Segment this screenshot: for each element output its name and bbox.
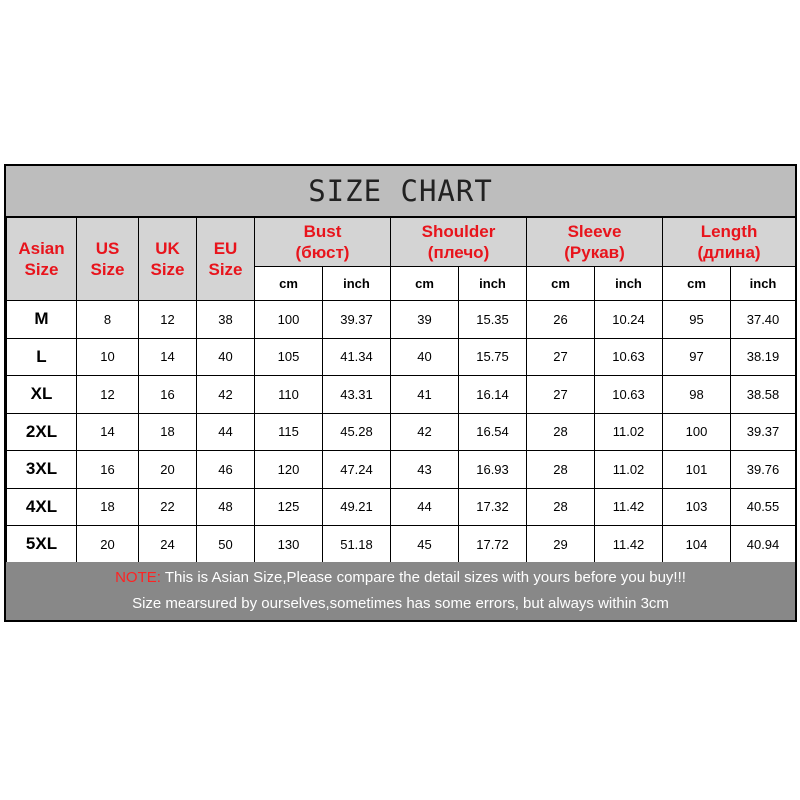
- value-cell: 40.55: [731, 488, 796, 526]
- value-cell: 42: [197, 376, 255, 414]
- value-cell: 51.18: [323, 526, 391, 564]
- value-cell: 26: [527, 301, 595, 339]
- size-cell: XL: [7, 376, 77, 414]
- table-row: [7, 526, 796, 564]
- note-text: This is Asian Size,Please compare the detail sizes with yours before you buy!!!: [160, 569, 686, 586]
- value-cell: 28: [527, 488, 595, 526]
- size-cell: M: [7, 301, 77, 339]
- value-cell: 48: [197, 488, 255, 526]
- value-cell: 11.42: [595, 488, 663, 526]
- value-cell: 98: [663, 376, 731, 414]
- header-shoulder: Shoulder (плечо): [391, 218, 527, 267]
- value-cell: 16.93: [459, 451, 527, 489]
- value-cell: 103: [663, 488, 731, 526]
- footer: [6, 562, 795, 620]
- value-cell: 11.02: [595, 451, 663, 489]
- value-cell: 39: [391, 301, 459, 339]
- value-cell: 15.35: [459, 301, 527, 339]
- size-cell: 3XL: [7, 451, 77, 489]
- value-cell: 115: [255, 413, 323, 451]
- value-cell: 39.37: [731, 413, 796, 451]
- value-cell: 16: [77, 451, 139, 489]
- value-cell: 38.58: [731, 376, 796, 414]
- value-cell: 39.37: [323, 301, 391, 339]
- unit-cm: cm: [663, 267, 731, 301]
- header-sleeve: Sleeve (Рукав): [527, 218, 663, 267]
- value-cell: 95: [663, 301, 731, 339]
- value-cell: 38.19: [731, 338, 796, 376]
- table-row: [7, 488, 796, 526]
- value-cell: 18: [139, 413, 197, 451]
- unit-cm: cm: [527, 267, 595, 301]
- value-cell: 97: [663, 338, 731, 376]
- value-cell: 44: [197, 413, 255, 451]
- value-cell: 44: [391, 488, 459, 526]
- value-cell: 39.76: [731, 451, 796, 489]
- value-cell: 10.63: [595, 338, 663, 376]
- chart-title: SIZE CHART: [6, 166, 795, 217]
- value-cell: 11.02: [595, 413, 663, 451]
- header-length: Length (длина): [663, 218, 796, 267]
- value-cell: 40.94: [731, 526, 796, 564]
- value-cell: 50: [197, 526, 255, 564]
- header-uk-size: UK Size: [139, 218, 197, 301]
- value-cell: 43: [391, 451, 459, 489]
- value-cell: 45: [391, 526, 459, 564]
- value-cell: 45.28: [323, 413, 391, 451]
- value-cell: 105: [255, 338, 323, 376]
- table-row: [7, 451, 796, 489]
- value-cell: 46: [197, 451, 255, 489]
- value-cell: 37.40: [731, 301, 796, 339]
- value-cell: 41.34: [323, 338, 391, 376]
- value-cell: 24: [139, 526, 197, 564]
- size-cell: L: [7, 338, 77, 376]
- unit-inch: inch: [595, 267, 663, 301]
- value-cell: 42: [391, 413, 459, 451]
- value-cell: 16.14: [459, 376, 527, 414]
- header-us-size: US Size: [77, 218, 139, 301]
- value-cell: 15.75: [459, 338, 527, 376]
- size-chart: [4, 164, 797, 622]
- header-asian-size: Asian Size: [7, 218, 77, 301]
- value-cell: 16.54: [459, 413, 527, 451]
- unit-inch: inch: [459, 267, 527, 301]
- value-cell: 18: [77, 488, 139, 526]
- unit-inch: inch: [323, 267, 391, 301]
- unit-cm: cm: [391, 267, 459, 301]
- value-cell: 40: [197, 338, 255, 376]
- unit-cm: cm: [255, 267, 323, 301]
- value-cell: 10.63: [595, 376, 663, 414]
- value-cell: 12: [139, 301, 197, 339]
- value-cell: 125: [255, 488, 323, 526]
- value-cell: 14: [139, 338, 197, 376]
- size-cell: 5XL: [7, 526, 77, 564]
- value-cell: 17.72: [459, 526, 527, 564]
- value-cell: 100: [663, 413, 731, 451]
- footer-disclaimer: Size mearsured by ourselves,sometimes has some errors, but always within 3cm: [132, 595, 669, 612]
- value-cell: 11.42: [595, 526, 663, 564]
- value-cell: 100: [255, 301, 323, 339]
- value-cell: 22: [139, 488, 197, 526]
- header-bust: Bust (бюст): [255, 218, 391, 267]
- size-table: [6, 217, 796, 564]
- table-row: [7, 376, 796, 414]
- value-cell: 41: [391, 376, 459, 414]
- value-cell: 38: [197, 301, 255, 339]
- value-cell: 40: [391, 338, 459, 376]
- value-cell: 27: [527, 376, 595, 414]
- value-cell: 120: [255, 451, 323, 489]
- value-cell: 10: [77, 338, 139, 376]
- table-row: [7, 413, 796, 451]
- value-cell: 10.24: [595, 301, 663, 339]
- value-cell: 8: [77, 301, 139, 339]
- value-cell: 130: [255, 526, 323, 564]
- note-label: NOTE:: [115, 569, 161, 586]
- header-eu-size: EU Size: [197, 218, 255, 301]
- value-cell: 20: [77, 526, 139, 564]
- size-cell: 4XL: [7, 488, 77, 526]
- value-cell: 27: [527, 338, 595, 376]
- value-cell: 20: [139, 451, 197, 489]
- table-row: [7, 301, 796, 339]
- value-cell: 16: [139, 376, 197, 414]
- value-cell: 17.32: [459, 488, 527, 526]
- value-cell: 49.21: [323, 488, 391, 526]
- value-cell: 28: [527, 413, 595, 451]
- table-row: [7, 338, 796, 376]
- value-cell: 110: [255, 376, 323, 414]
- value-cell: 47.24: [323, 451, 391, 489]
- value-cell: 14: [77, 413, 139, 451]
- value-cell: 12: [77, 376, 139, 414]
- value-cell: 43.31: [323, 376, 391, 414]
- value-cell: 29: [527, 526, 595, 564]
- size-table-body: [7, 301, 796, 564]
- value-cell: 28: [527, 451, 595, 489]
- unit-inch: inch: [731, 267, 796, 301]
- footer-note: [115, 565, 686, 591]
- value-cell: 101: [663, 451, 731, 489]
- size-cell: 2XL: [7, 413, 77, 451]
- value-cell: 104: [663, 526, 731, 564]
